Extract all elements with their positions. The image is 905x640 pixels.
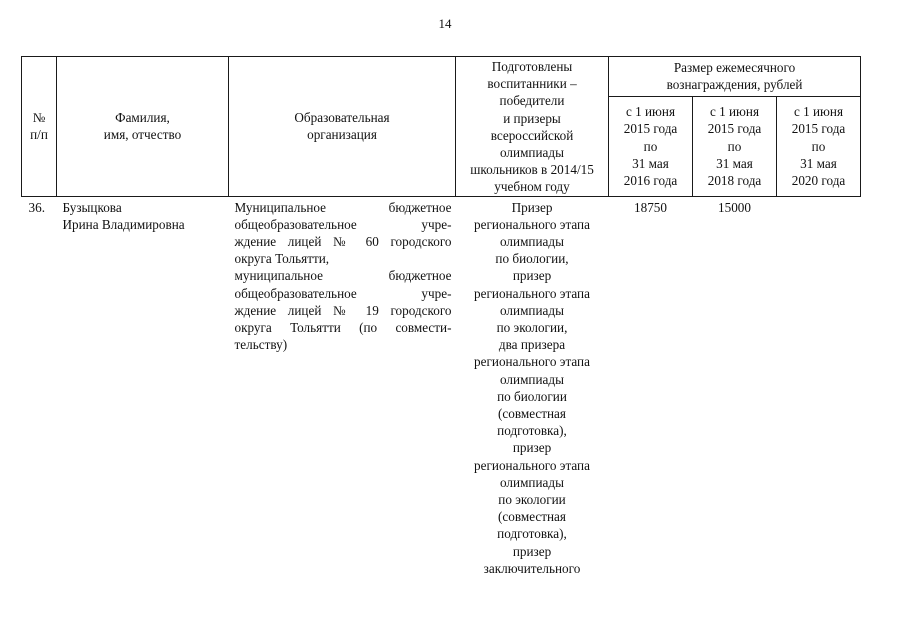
amount-2018: 15000 [718,199,751,215]
result-line: по биологии [497,388,567,404]
header-trained-line: Подготовлены [491,59,573,74]
header-trained-students [456,57,609,197]
header-trained-line: воспитанники – [487,76,577,92]
name-line: Ирина Владимировна [62,216,185,232]
period-line: по [643,138,658,154]
result-line: подготовка), [497,423,567,439]
header-name-line: Фамилия, [115,110,170,126]
name-line: Бузыцкова [62,199,122,215]
header-trained-line: всероссийской [490,127,574,143]
period-line: 2020 года [791,173,846,189]
result-line: регионального этапа [474,216,590,232]
result-line: заключительного [483,560,581,576]
org-line: ждение лицей № 60 городского [234,234,452,250]
result-line: (совместная [498,509,566,525]
period-line: 2018 года [707,173,762,189]
result-line: призер [512,440,552,456]
header-award-line: Размер ежемесячного [673,60,796,76]
header-period-2020 [777,96,861,196]
olympiad-results [456,196,609,577]
org-line: общеобразовательное учре- [234,285,452,301]
amount-2016: 18750 [634,199,667,215]
table-row [22,196,861,577]
header-org-line: организация [307,127,377,143]
org-line: муниципальное бюджетное [234,268,452,284]
row-number: 36. [28,199,45,215]
result-line: (совместная [498,406,566,422]
period-line: по [811,138,826,154]
period-line: 31 мая [800,155,837,171]
page-number: 14 [438,16,452,31]
header-name [57,57,229,197]
period-line: 2015 года [707,121,762,137]
result-line: по экологии [498,492,566,508]
header-trained-line: победители [499,93,565,109]
period-line: с 1 июня [625,104,676,120]
period-line: по [727,138,742,154]
header-organization [229,57,456,197]
header-award-line: вознаграждения, рублей [666,77,803,93]
header-name-line: имя, отчество [103,127,182,143]
recipient-name [57,196,229,577]
header-trained-line: учебном году [494,179,570,195]
org-line: Муниципальное бюджетное [234,199,452,215]
result-line: призер [512,268,552,284]
header-num [22,57,57,197]
header-period-2016 [609,96,693,196]
org-line: округа Тольятти, [234,251,330,267]
header-trained-line: и призеры [503,110,561,126]
period-line: 31 мая [632,155,669,171]
result-line: олимпиады [500,371,564,387]
header-num-line: п/п [30,127,48,143]
result-line: регионального этапа [474,457,590,473]
result-line: подготовка), [497,526,567,542]
result-line: призер [512,543,552,559]
result-line: по биологии, [495,251,569,267]
period-line: с 1 июня [709,104,760,120]
period-line: 2015 года [623,121,678,137]
header-num-line: № [32,110,46,126]
header-award-size [609,57,861,97]
period-line: с 1 июня [793,104,844,120]
header-trained-line: олимпиады [500,145,564,161]
period-line: 2016 года [623,173,678,189]
result-line: олимпиады [500,234,564,250]
header-org-line: Образовательная [294,110,390,126]
org-line: ждение лицей № 19 городского [234,302,452,318]
period-line: 2015 года [791,121,846,137]
period-line: 31 мая [716,155,753,171]
org-line: общеобразовательное учре- [234,216,452,232]
org-line: округа Тольятти (по совмести- [234,320,452,336]
result-line: два призера [498,337,566,353]
header-period-2018 [693,96,777,196]
result-line: регионального этапа [474,285,590,301]
result-line: по экологии, [496,320,568,336]
result-line: олимпиады [500,302,564,318]
header-trained-line: школьников в 2014/15 [470,162,594,178]
result-line: регионального этапа [474,354,590,370]
organization [229,196,456,577]
award-table [21,56,861,577]
amount-2020 [777,196,861,577]
result-line: Призер [511,199,553,215]
org-line: тельству) [234,337,288,353]
result-line: олимпиады [500,474,564,490]
